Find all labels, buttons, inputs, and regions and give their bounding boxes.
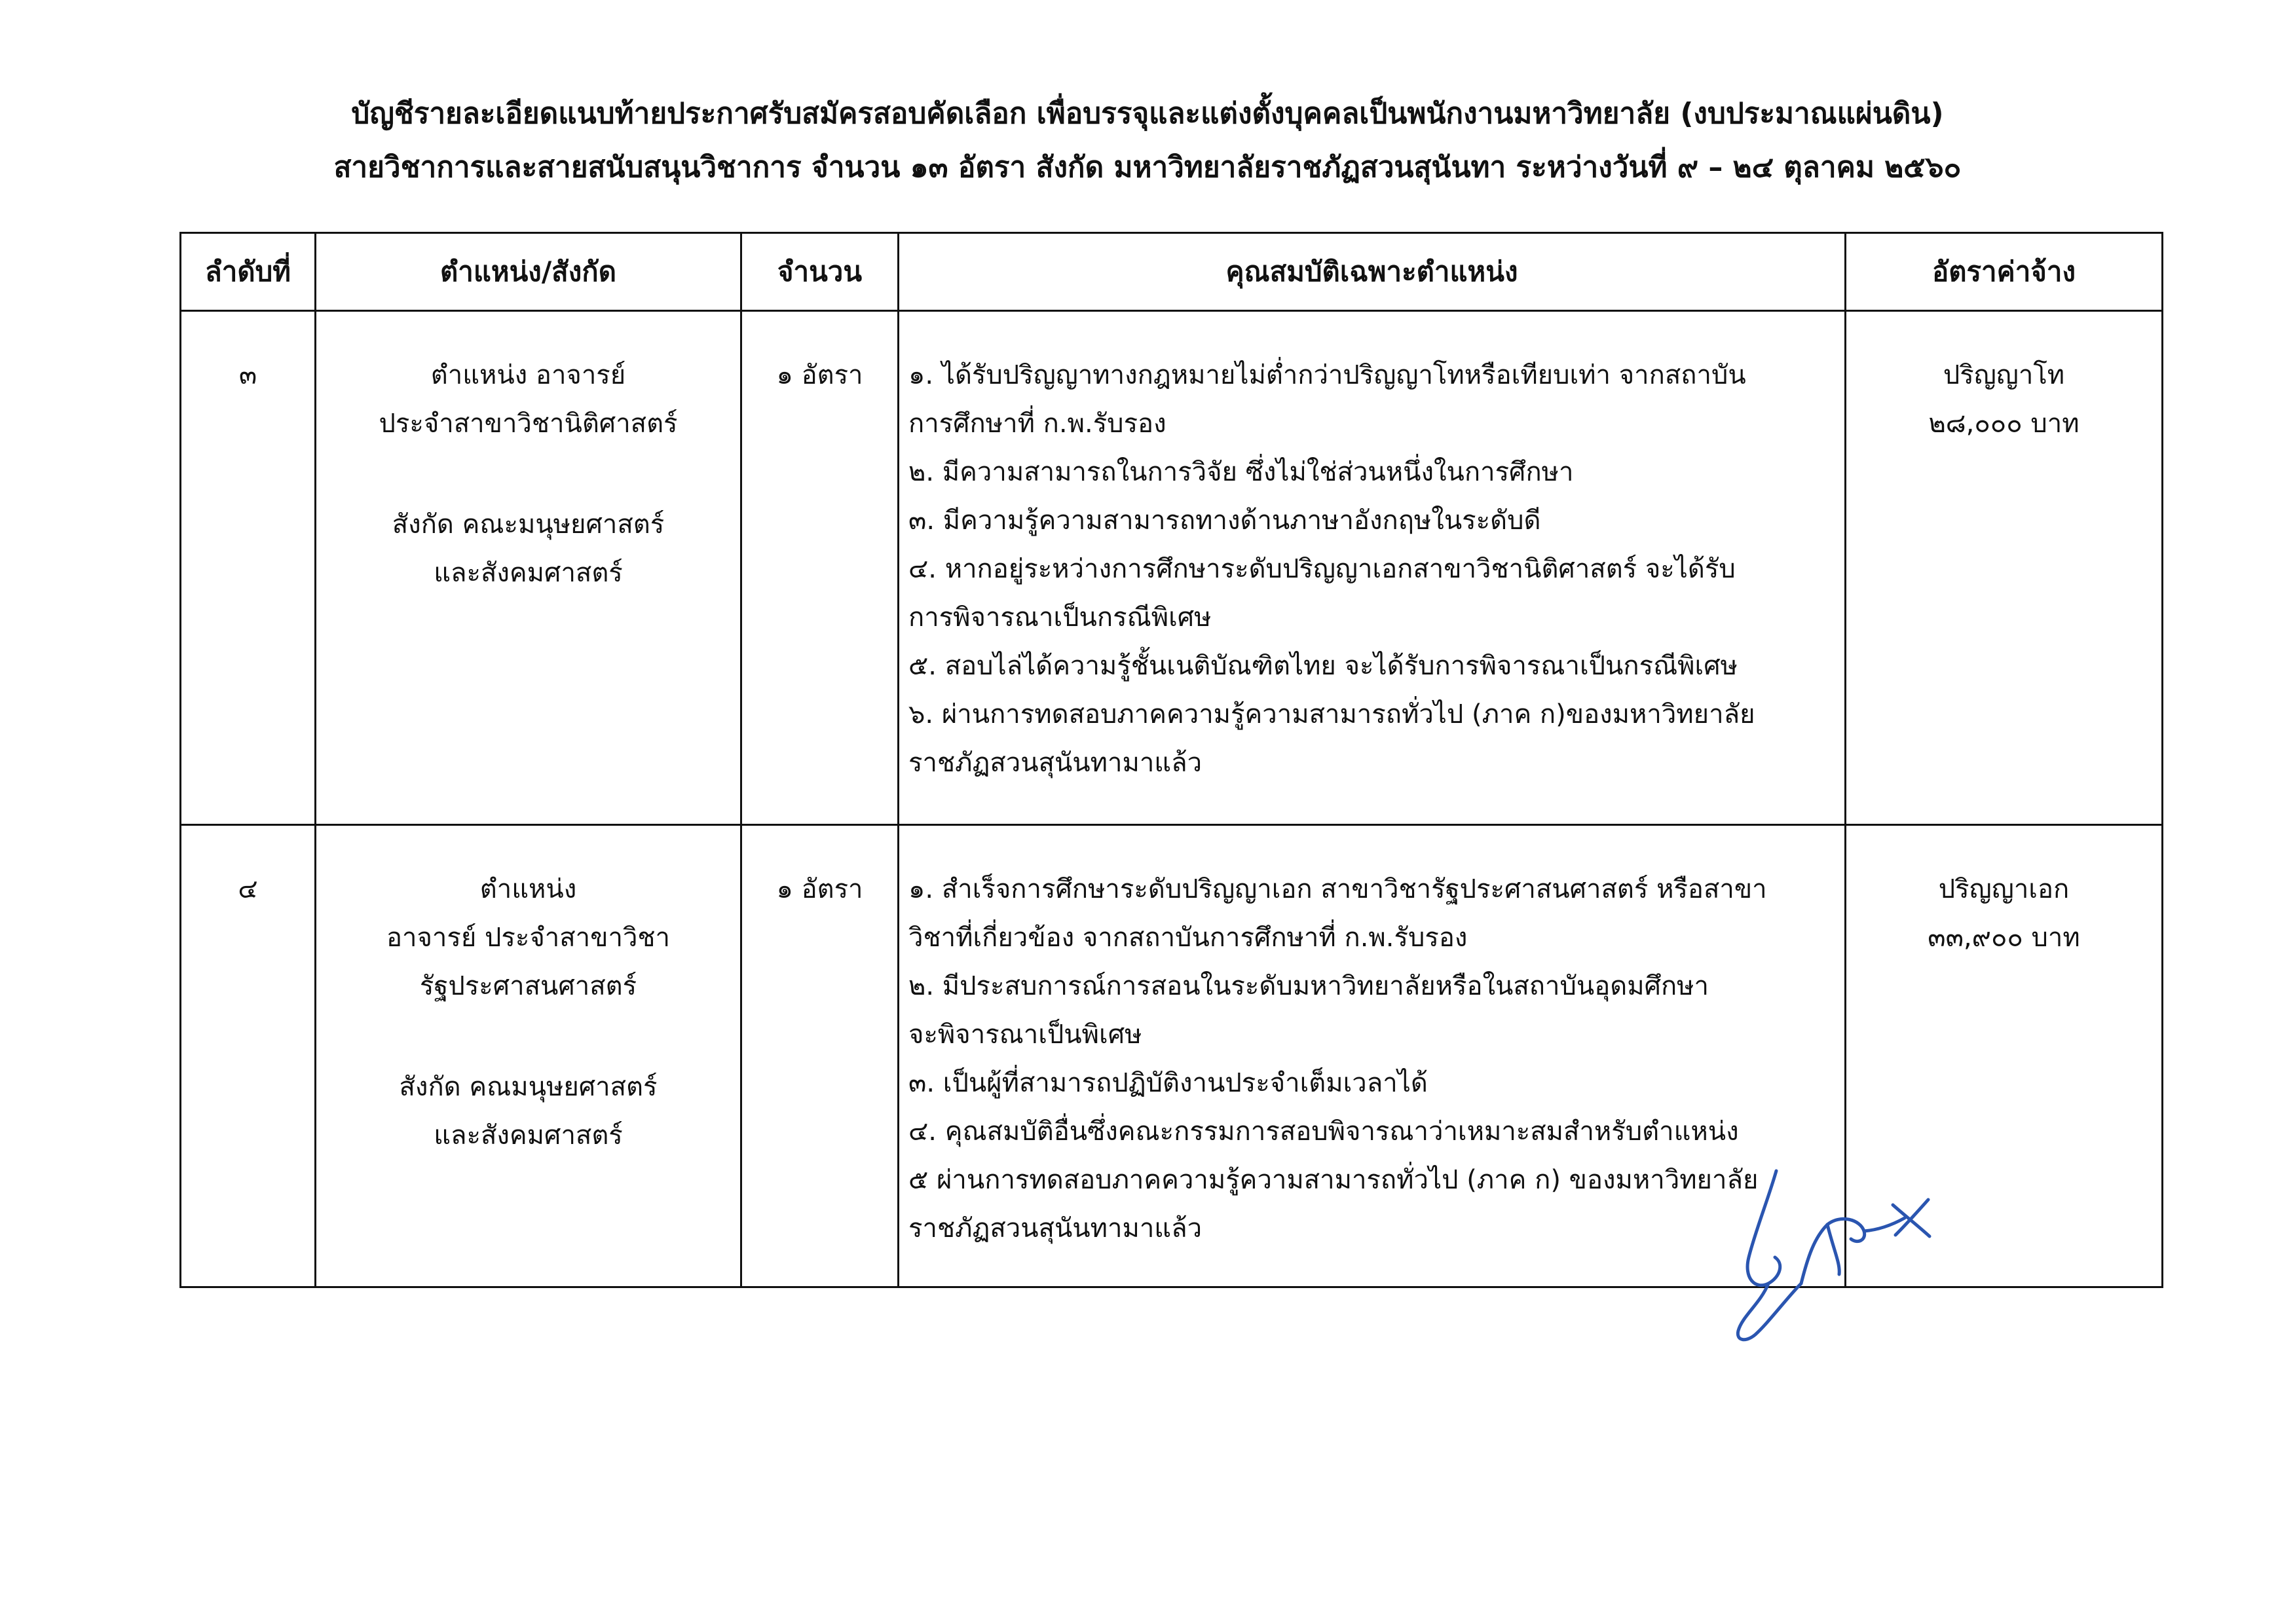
rate-amount: ๓๓,๙๐๐ บาท — [1928, 923, 2080, 953]
qualification-line: ๔. คุณสมบัติอื่นซึ่งคณะกรรมการสอบพิจารณาว่าเหมาะสมสำหรับตำแหน่ง — [908, 1116, 1739, 1147]
position-cell — [316, 825, 741, 1287]
handwritten-signature — [1729, 1159, 1945, 1349]
header-position: ตำแหน่ง/สังกัด — [316, 233, 741, 311]
position-line: ประจำสาขาวิชานิติศาสตร์ — [379, 409, 678, 439]
qualification-line: การพิจารณาเป็นกรณีพิเศษ — [908, 602, 1212, 633]
position-line: ตำแหน่ง อาจารย์ — [430, 360, 626, 390]
qualification-line: ราชภัฏสวนสุนันทามาแล้ว — [908, 748, 1203, 778]
affiliation-line: สังกัด คณมนุษยศาสตร์ — [399, 1072, 658, 1102]
table-row — [181, 311, 2163, 825]
qualification-line: วิชาที่เกี่ยวข้อง จากสถาบันการศึกษาที่ ก.พ.รับรอง — [908, 923, 1468, 953]
qualification-line: ๒. มีความสามารถในการวิจัย ซึ่งไม่ใช่ส่วนหนึ่งในการศึกษา — [908, 457, 1574, 487]
affiliation-line: และสังคมศาสตร์ — [434, 558, 623, 588]
count-cell: ๑ อัตรา — [741, 311, 899, 825]
affiliation-line: สังกัด คณะมนุษยศาสตร์ — [392, 509, 665, 540]
qualification-line: ๒. มีประสบการณ์การสอนในระดับมหาวิทยาลัยหรือในสถาบันอุดมศึกษา — [908, 971, 1709, 1001]
qualification-line: ราชภัฏสวนสุนันทามาแล้ว — [908, 1213, 1203, 1244]
rate-cell — [1846, 311, 2163, 825]
qualification-line: ๑. สำเร็จการศึกษาระดับปริญญาเอก สาขาวิชารัฐประศาสนศาสตร์ หรือสาขา — [908, 874, 1767, 904]
position-line: อาจารย์ ประจำสาขาวิชา — [386, 923, 671, 953]
qualification-line: ๔. หากอยู่ระหว่างการศึกษาระดับปริญญาเอกสาขาวิชานิติศาสตร์ จะได้รับ — [908, 554, 1736, 584]
document-title-line-2: สายวิชาการและสายสนับสนุนวิชาการ จำนวน ๑๓ อัตรา สังกัด มหาวิทยาลัยราชภัฏสวนสุนันทา ระหว่างวันที่ ๙ – ๒๔ ตุลาคม ๒๕๖๐ — [333, 151, 1962, 184]
qualification-line: ๖. ผ่านการทดสอบภาคความรู้ความสามารถทั่วไป (ภาค ก)ของมหาวิทยาลัย — [908, 699, 1755, 729]
qualifications-cell — [899, 825, 1846, 1287]
rate-degree: ปริญญาโท — [1943, 360, 2065, 390]
count-cell: ๑ อัตรา — [741, 825, 899, 1287]
qualification-line: การศึกษาที่ ก.พ.รับรอง — [908, 409, 1166, 439]
table-header-row — [181, 233, 2163, 311]
row-number: ๔ — [181, 825, 316, 1287]
header-qualifications: คุณสมบัติเฉพาะตำแหน่ง — [899, 233, 1846, 311]
header-no: ลำดับที่ — [181, 233, 316, 311]
rate-amount: ๒๘,๐๐๐ บาท — [1928, 409, 2080, 439]
rate-degree: ปริญญาเอก — [1938, 874, 2070, 904]
qualification-line: ๕ ผ่านการทดสอบภาคความรู้ความสามารถทั่วไป (ภาค ก) ของมหาวิทยาลัย — [908, 1165, 1759, 1195]
position-cell — [316, 311, 741, 825]
document-title-line-1: บัญชีรายละเอียดแนบท้ายประกาศรับสมัครสอบคัดเลือก เพื่อบรรจุและแต่งตั้งบุคคลเป็นพนักงานมหาวิทยาลัย (งบประมาณแผ่นดิน) — [351, 97, 1944, 130]
affiliation-line: และสังคมศาสตร์ — [434, 1120, 623, 1151]
position-line: ตำแหน่ง — [479, 874, 577, 904]
qualifications-table — [179, 232, 2163, 1288]
header-rate: อัตราค่าจ้าง — [1846, 233, 2163, 311]
qualification-line: ๑. ได้รับปริญญาทางกฎหมายไม่ต่ำกว่าปริญญาโทหรือเทียบเท่า จากสถาบัน — [908, 360, 1746, 390]
header-count: จำนวน — [741, 233, 899, 311]
qualifications-cell — [899, 311, 1846, 825]
position-line: รัฐประศาสนศาสตร์ — [419, 971, 637, 1001]
row-number: ๓ — [181, 311, 316, 825]
qualification-line: ๕. สอบไล่ได้ความรู้ชั้นเนติบัณฑิตไทย จะได้รับการพิจารณาเป็นกรณีพิเศษ — [908, 651, 1738, 681]
qualification-line: จะพิจารณาเป็นพิเศษ — [908, 1020, 1142, 1050]
qualification-line: ๓. เป็นผู้ที่สามารถปฏิบัติงานประจำเต็มเวลาได้ — [908, 1068, 1428, 1098]
qualification-line: ๓. มีความรู้ความสามารถทางด้านภาษาอังกฤษในระดับดี — [908, 506, 1541, 536]
